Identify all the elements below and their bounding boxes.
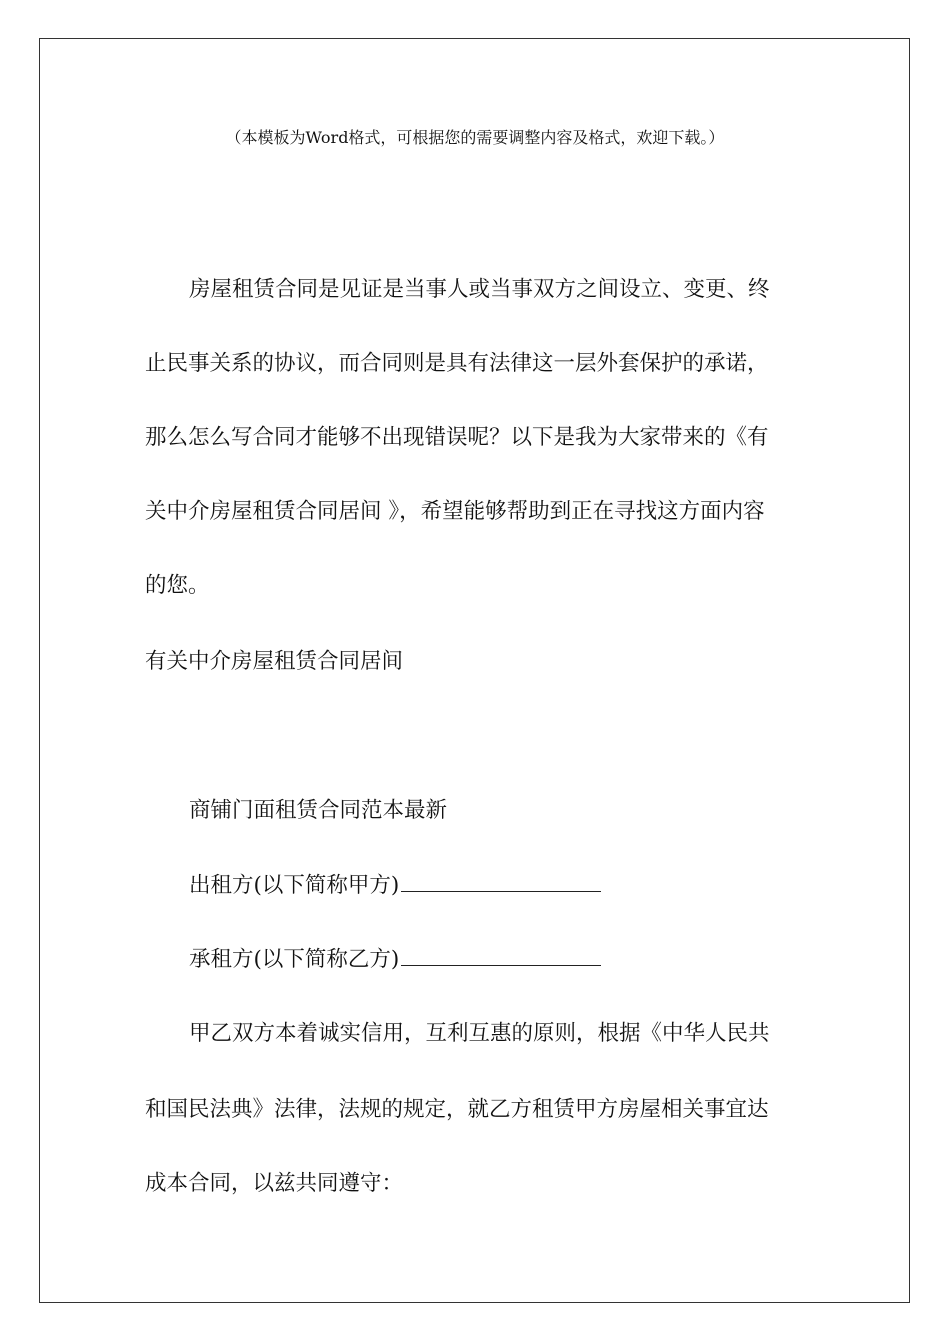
lessor-blank-field: [401, 871, 601, 892]
template-note: （本模板为Word格式，可根据您的需要调整内容及格式，欢迎下载。）: [225, 128, 725, 147]
contract-subtitle: 商铺门面租赁合同范本最新: [189, 798, 448, 823]
intro-line-5: 的您。: [145, 573, 210, 598]
lessor-line: [189, 871, 854, 900]
lessee-line: [189, 945, 854, 974]
lessor-label: 出租方(以下简称甲方): [189, 873, 400, 898]
body-line-3: 成本合同，以兹共同遵守：: [145, 1171, 404, 1196]
body-line-1: 甲乙双方本着诚实信用，互利互惠的原则，根据《中华人民共: [189, 1021, 770, 1046]
intro-line-3: 那么怎么写合同才能够不出现错误呢？以下是我为大家带来的《有: [145, 425, 769, 450]
intro-line-4: 关中介房屋租赁合同居间 》，希望能够帮助到正在寻找这方面内容: [145, 499, 765, 524]
intro-line-1: 房屋租赁合同是见证是当事人或当事双方之间设立、变更、终: [189, 277, 770, 302]
intro-line-2: 止民事关系的协议，而合同则是具有法律这一层外套保护的承诺，: [145, 351, 769, 376]
document-heading: 有关中介房屋租赁合同居间: [145, 649, 404, 674]
body-line-2: 和国民法典》法律，法规的规定，就乙方租赁甲方房屋相关事宜达: [145, 1097, 769, 1122]
lessee-blank-field: [401, 945, 601, 966]
lessee-label: 承租方(以下简称乙方): [189, 947, 400, 972]
